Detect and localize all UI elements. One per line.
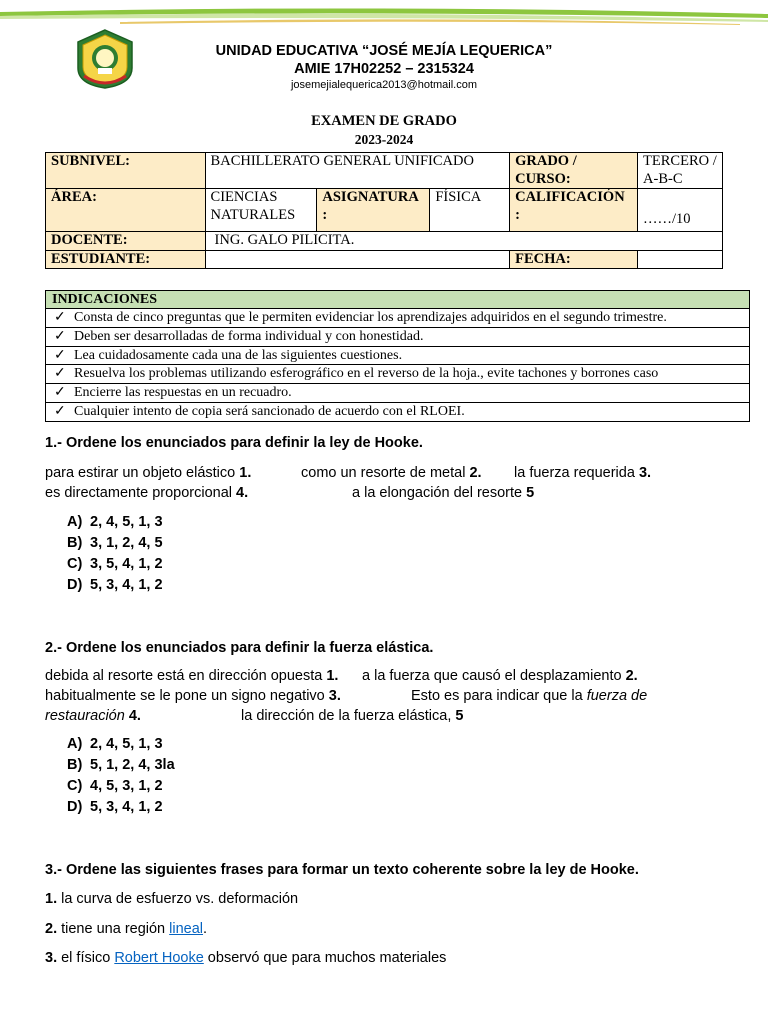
- indicacion-item: ✓ Resuelva los problemas utilizando esferográfico en el reverso de la hoja., evite tachones y borrones caso: [46, 365, 749, 384]
- q2-option-b[interactable]: B) 5, 1, 2, 4, 3la: [67, 757, 175, 773]
- q1-title: 1.- Ordene los enunciados para definir la ley de Hooke.: [45, 435, 423, 451]
- q3-item-1: 1. la curva de esfuerzo vs. deformación: [45, 891, 299, 907]
- indicacion-item: ✓ Encierre las respuestas en un recuadro.: [46, 384, 749, 403]
- link-robert-hooke[interactable]: Robert Hooke: [114, 950, 204, 966]
- q2-title: 2.- Ordene los enunciados para definir la fuerza elástica.: [45, 640, 434, 656]
- school-email: josemejialequerica2013@hotmail.com: [290, 79, 478, 91]
- indicacion-item: ✓ Consta de cinco preguntas que le permiten evidenciar los aprendizajes adquiridos en el segundo trimestre.: [46, 309, 749, 328]
- q2-option-d[interactable]: D) 5, 3, 4, 1, 2: [67, 799, 163, 815]
- q1-option-a[interactable]: A) 2, 4, 5, 1, 3: [67, 514, 163, 530]
- estudiante-label: ESTUDIANTE:: [46, 250, 206, 269]
- q2-line3: restauración 4.: [45, 708, 141, 724]
- grado-label: GRADO / CURSO:: [510, 153, 638, 189]
- indicacion-item: ✓ Lea cuidadosamente cada una de las siguientes cuestiones.: [46, 347, 749, 366]
- q2-line2: habitualmente se le pone un signo negativo 3.: [45, 688, 341, 704]
- indicaciones-box: [45, 290, 750, 422]
- estudiante-field[interactable]: [205, 250, 510, 269]
- check-icon: ✓: [54, 310, 66, 325]
- q3-item-3: 3. el físico Robert Hooke observó que para muchos materiales: [45, 950, 447, 966]
- q2-line1: debida al resorte está en dirección opuesta 1.: [45, 668, 339, 684]
- check-icon: ✓: [54, 347, 66, 363]
- grado-value: TERCERO / A-B-C: [638, 153, 723, 189]
- indicacion-item: ✓ Cualquier intento de copia será sancionado de acuerdo con el RLOEI.: [54, 403, 465, 419]
- q3-title: 3.- Ordene las siguientes frases para formar un texto coherente sobre la ley de Hooke.: [45, 862, 639, 878]
- q1-line1: para estirar un objeto elástico 1.: [45, 465, 252, 481]
- docente-label: DOCENTE:: [46, 232, 206, 251]
- subnivel-label: SUBNIVEL:: [46, 153, 206, 189]
- indicacion-item: ✓ Deben ser desarrolladas de forma individual y con honestidad.: [46, 328, 749, 347]
- asignatura-value: FÍSICA: [430, 189, 510, 232]
- q1-option-b[interactable]: B) 3, 1, 2, 4, 5: [67, 535, 163, 551]
- q1-line2: es directamente proporcional 4.: [45, 485, 249, 501]
- q2-option-c[interactable]: C) 4, 5, 3, 1, 2: [67, 778, 163, 794]
- school-name: UNIDAD EDUCATIVA “JOSÉ MEJÍA LEQUERICA”: [215, 43, 553, 59]
- docente-value: ING. GALO PILICITA.: [205, 232, 722, 251]
- q3-item-2: 2. tiene una región lineal.: [45, 921, 208, 937]
- q2-option-a[interactable]: A) 2, 4, 5, 1, 3: [67, 736, 163, 752]
- q1-option-c[interactable]: C) 3, 5, 4, 1, 2: [67, 556, 163, 572]
- check-icon: ✓: [54, 328, 66, 344]
- link-lineal[interactable]: lineal: [169, 921, 204, 937]
- calificacion-value: ……/10: [638, 189, 723, 232]
- school-amie: AMIE 17H02252 – 2315324: [294, 61, 474, 77]
- exam-year: 2023-2024: [354, 132, 414, 147]
- q1-option-d[interactable]: D) 5, 3, 4, 1, 2: [67, 577, 163, 593]
- student-info-table: [45, 152, 723, 269]
- check-icon: ✓: [54, 366, 66, 382]
- exam-title: EXAMEN DE GRADO: [311, 113, 457, 129]
- subnivel-value: BACHILLERATO GENERAL UNIFICADO: [205, 153, 510, 189]
- area-label: ÁREA:: [46, 189, 206, 232]
- check-icon: ✓: [54, 385, 66, 401]
- fecha-field[interactable]: [638, 250, 723, 269]
- check-icon: ✓: [54, 403, 66, 419]
- fecha-label: FECHA:: [510, 250, 638, 269]
- area-value: CIENCIAS NATURALES: [205, 189, 317, 232]
- calificacion-label: CALIFICACIÓN :: [510, 189, 638, 232]
- asignatura-label: ASIGNATURA :: [317, 189, 430, 232]
- indicaciones-title: INDICACIONES: [46, 291, 749, 309]
